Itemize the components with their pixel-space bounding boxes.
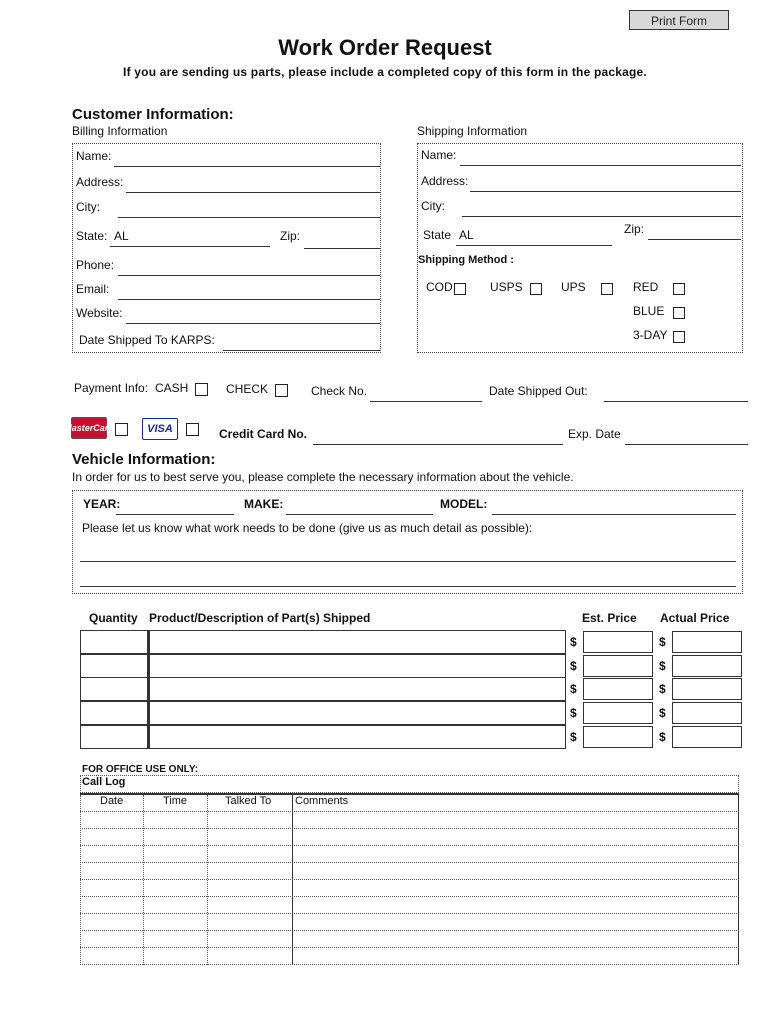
col-time: Time bbox=[163, 795, 188, 807]
credit-card-no-label: Credit Card No. bbox=[219, 427, 308, 441]
quantity-cell[interactable] bbox=[80, 630, 148, 654]
est-price-cell[interactable] bbox=[583, 726, 653, 748]
col-actual-price: Actual Price bbox=[660, 611, 730, 625]
actual-price-currency: $ bbox=[659, 659, 666, 673]
model-label: MODEL: bbox=[440, 497, 488, 511]
billing-state-label: State: bbox=[76, 229, 108, 243]
est-price-currency: $ bbox=[570, 730, 577, 744]
description-cell[interactable] bbox=[148, 701, 566, 725]
check-label: CHECK bbox=[226, 382, 269, 396]
make-field[interactable] bbox=[286, 514, 433, 515]
customer-info-heading: Customer Information: bbox=[72, 106, 234, 123]
table-row[interactable] bbox=[80, 846, 739, 863]
quantity-cell[interactable] bbox=[80, 677, 148, 701]
exp-date-label: Exp. Date bbox=[568, 427, 621, 441]
model-field[interactable] bbox=[492, 514, 736, 515]
print-form-button[interactable]: Print Form bbox=[629, 10, 729, 30]
shipping-city-label: City: bbox=[421, 199, 445, 213]
actual-price-currency: $ bbox=[659, 730, 666, 744]
table-row[interactable] bbox=[80, 948, 739, 965]
date-shipped-out-label: Date Shipped Out: bbox=[489, 384, 588, 398]
check-no-label: Check No. bbox=[311, 384, 368, 398]
quantity-cell[interactable] bbox=[80, 701, 148, 725]
credit-card-no-field[interactable] bbox=[313, 444, 563, 445]
ups-checkbox[interactable] bbox=[601, 283, 613, 295]
col-comments: Comments bbox=[295, 795, 349, 807]
usps-label: USPS bbox=[490, 280, 523, 294]
description-cell[interactable] bbox=[148, 630, 566, 654]
blue-checkbox[interactable] bbox=[673, 307, 685, 319]
work-prompt: Please let us know what work needs to be done (give us as much detail as possible): bbox=[82, 521, 533, 535]
mastercard-icon: MasterCard bbox=[71, 417, 107, 439]
page-title: Work Order Request bbox=[278, 35, 492, 60]
three-day-checkbox[interactable] bbox=[673, 331, 685, 343]
col-est-price: Est. Price bbox=[582, 611, 637, 625]
quantity-cell[interactable] bbox=[80, 654, 148, 678]
description-cell[interactable] bbox=[148, 725, 566, 749]
billing-website-field[interactable] bbox=[126, 323, 380, 324]
check-checkbox[interactable] bbox=[275, 384, 288, 397]
billing-date-shipped-field[interactable] bbox=[223, 350, 380, 351]
actual-price-currency: $ bbox=[659, 706, 666, 720]
billing-name-field[interactable] bbox=[114, 166, 380, 167]
billing-address-field[interactable] bbox=[126, 192, 380, 193]
year-field[interactable] bbox=[116, 514, 234, 515]
table-row[interactable] bbox=[80, 914, 739, 931]
red-label: RED bbox=[633, 280, 659, 294]
cod-label: COD bbox=[426, 280, 453, 294]
shipping-method-label: Shipping Method : bbox=[418, 254, 514, 266]
billing-state-value[interactable]: AL bbox=[114, 229, 129, 243]
col-talked-to: Talked To bbox=[225, 795, 272, 807]
table-row[interactable] bbox=[80, 931, 739, 948]
table-row[interactable] bbox=[80, 795, 739, 812]
billing-zip-field[interactable] bbox=[304, 248, 380, 249]
est-price-currency: $ bbox=[570, 682, 577, 696]
vehicle-box bbox=[72, 490, 743, 594]
blue-label: BLUE bbox=[633, 304, 665, 318]
billing-name-label: Name: bbox=[76, 149, 112, 163]
shipping-address-label: Address: bbox=[421, 174, 469, 188]
est-price-cell[interactable] bbox=[583, 678, 653, 700]
shipping-city-field[interactable] bbox=[462, 216, 741, 217]
col-description: Product/Description of Part(s) Shipped bbox=[149, 611, 371, 625]
est-price-currency: $ bbox=[570, 706, 577, 720]
billing-heading: Billing Information bbox=[72, 124, 168, 138]
billing-city-label: City: bbox=[76, 200, 100, 214]
billing-phone-field[interactable] bbox=[118, 275, 380, 276]
cash-label: CASH bbox=[155, 381, 189, 395]
shipping-zip-label: Zip: bbox=[624, 222, 645, 236]
table-row[interactable] bbox=[80, 880, 739, 897]
call-log-title: Call Log bbox=[82, 776, 126, 788]
table-row[interactable] bbox=[80, 897, 739, 914]
billing-zip-label: Zip: bbox=[280, 229, 301, 243]
est-price-currency: $ bbox=[570, 659, 577, 673]
shipping-name-field[interactable] bbox=[460, 165, 741, 166]
vehicle-intro: In order for us to best serve you, please complete the necessary information about the vehicle. bbox=[72, 470, 574, 484]
est-price-cell[interactable] bbox=[583, 702, 653, 724]
description-cell[interactable] bbox=[148, 654, 566, 678]
shipping-address-field[interactable] bbox=[470, 191, 741, 192]
billing-state-field[interactable] bbox=[110, 246, 270, 247]
table-row[interactable] bbox=[80, 812, 739, 829]
actual-price-cell[interactable] bbox=[672, 726, 742, 748]
cash-checkbox[interactable] bbox=[195, 383, 208, 396]
date-shipped-out-field[interactable] bbox=[604, 401, 748, 402]
work-line-1[interactable] bbox=[80, 561, 736, 562]
billing-date-shipped-label: Date Shipped To KARPS: bbox=[79, 333, 215, 347]
year-label: YEAR: bbox=[83, 497, 121, 511]
actual-price-cell[interactable] bbox=[672, 678, 742, 700]
usps-checkbox[interactable] bbox=[530, 283, 542, 295]
est-price-cell[interactable] bbox=[583, 655, 653, 677]
col-date: Date bbox=[100, 795, 124, 807]
make-label: MAKE: bbox=[244, 497, 284, 511]
billing-email-label: Email: bbox=[76, 282, 110, 296]
actual-price-currency: $ bbox=[659, 635, 666, 649]
check-no-field[interactable] bbox=[370, 401, 482, 402]
shipping-state-label: State bbox=[423, 228, 452, 242]
table-row[interactable] bbox=[80, 829, 739, 846]
three-day-label: 3-DAY bbox=[633, 328, 668, 342]
mastercard-checkbox[interactable] bbox=[115, 423, 128, 436]
table-row[interactable] bbox=[80, 863, 739, 880]
payment-info-label: Payment Info: bbox=[74, 381, 149, 395]
shipping-state-field[interactable] bbox=[456, 245, 612, 246]
billing-address-label: Address: bbox=[76, 175, 124, 189]
billing-email-field[interactable] bbox=[118, 299, 380, 300]
billing-city-field[interactable] bbox=[118, 217, 380, 218]
shipping-name-label: Name: bbox=[421, 148, 457, 162]
visa-checkbox[interactable] bbox=[186, 423, 199, 436]
office-use-heading: FOR OFFICE USE ONLY: bbox=[82, 764, 199, 775]
actual-price-currency: $ bbox=[659, 682, 666, 696]
vehicle-info-heading: Vehicle Information: bbox=[72, 451, 216, 468]
est-price-cell[interactable] bbox=[583, 631, 653, 653]
description-cell[interactable] bbox=[148, 677, 566, 701]
actual-price-cell[interactable] bbox=[672, 655, 742, 677]
quantity-cell[interactable] bbox=[80, 725, 148, 749]
billing-website-label: Website: bbox=[76, 306, 123, 320]
est-price-currency: $ bbox=[570, 635, 577, 649]
visa-icon: VISA bbox=[142, 418, 178, 440]
col-quantity: Quantity bbox=[89, 611, 138, 625]
red-checkbox[interactable] bbox=[673, 283, 685, 295]
ups-label: UPS bbox=[561, 280, 586, 294]
cod-checkbox[interactable] bbox=[454, 283, 466, 295]
shipping-state-value[interactable]: AL bbox=[459, 228, 474, 242]
work-line-2[interactable] bbox=[80, 586, 736, 587]
shipping-heading: Shipping Information bbox=[417, 124, 528, 138]
shipping-zip-field[interactable] bbox=[648, 239, 741, 240]
billing-phone-label: Phone: bbox=[76, 258, 115, 272]
actual-price-cell[interactable] bbox=[672, 631, 742, 653]
actual-price-cell[interactable] bbox=[672, 702, 742, 724]
exp-date-field[interactable] bbox=[625, 444, 748, 445]
call-log-header-box bbox=[80, 775, 739, 793]
page-subtitle: If you are sending us parts, please include a completed copy of this form in the package. bbox=[123, 65, 647, 79]
